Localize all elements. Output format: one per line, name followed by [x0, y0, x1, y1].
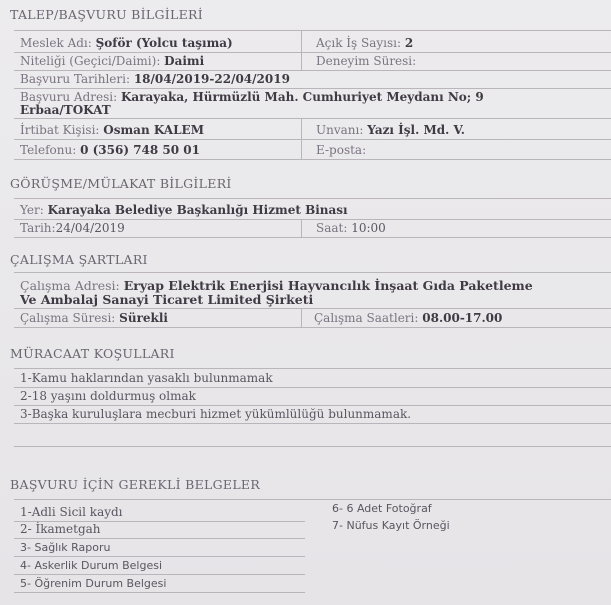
tarih-row: Tarih:24/04/2019	[20, 221, 125, 235]
divider	[14, 118, 611, 119]
section-title-calisma: ÇALIŞMA ŞARTLARI	[10, 252, 148, 267]
divider	[14, 556, 305, 557]
divider	[14, 592, 305, 593]
unvan-row: Unvanı: Yazı İşl. Md. V.	[316, 123, 465, 137]
divider	[14, 308, 611, 309]
section-title-talep: TALEP/BAŞVURU BİLGİLERİ	[10, 7, 204, 22]
muracaat-item: 3-Başka kuruluşlara mecburi hizmet yükümlülüğü bulunmamak.	[20, 407, 412, 421]
basvuru-adres-row: Başvuru Adresi: Karayaka, Hürmüzlü Mah. Cumhuriyet Meydanı No; 9	[20, 90, 484, 104]
calisma-adres-row: Çalışma Adresi: Eryap Elektrik Enerjisi Hayvancılık İnşaat Gıda Paketleme	[20, 278, 533, 293]
muracaat-item: 1-Kamu haklarından yasaklı bulunmamak	[20, 371, 273, 385]
basvuru-tarih-row: Başvuru Tarihleri: 18/04/2019-22/04/2019	[20, 72, 290, 86]
divider	[14, 70, 611, 71]
belge-item: 2- İkametgah	[20, 522, 101, 536]
divider	[14, 538, 305, 539]
saat-row: Saat: 10:00	[316, 221, 386, 235]
section-title-belgeler: BAŞVURU İÇİN GEREKLİ BELGELER	[10, 477, 261, 492]
divider	[14, 52, 611, 53]
calisma-adres-row-2: Ve Ambalaj Sanayi Ticaret Limited Şirketi	[20, 292, 314, 307]
column-divider	[301, 118, 302, 159]
acik-is-row: Açık İş Sayısı: 2	[316, 36, 414, 50]
column-divider	[301, 219, 302, 237]
divider	[14, 139, 611, 140]
divider	[14, 574, 305, 575]
belge-item: 7- Nüfus Kayıt Örneği	[332, 519, 450, 532]
meslek-row: Meslek Adı: Şoför (Yolcu taşıma)	[20, 36, 233, 50]
column-divider	[301, 30, 302, 70]
eposta-row: E-posta:	[316, 143, 367, 157]
divider	[14, 272, 611, 273]
divider	[14, 30, 611, 31]
divider	[14, 198, 611, 199]
divider	[14, 219, 611, 220]
belge-item: 3- Sağlık Raporu	[20, 541, 111, 554]
divider	[14, 387, 611, 388]
irtibat-row: İrtibat Kişisi: Osman KALEM	[20, 123, 204, 137]
divider	[14, 237, 611, 238]
yer-row: Yer: Karayaka Belediye Başkanlığı Hizmet Binası	[20, 203, 348, 217]
basvuru-adres-row-2: Erbaa/TOKAT	[20, 103, 111, 117]
section-title-muracaat: MÜRACAAT KOŞULLARI	[10, 346, 175, 361]
deneyim-row: Deneyim Süresi:	[316, 54, 417, 68]
belge-item: 1-Adli Sicil kaydı	[20, 505, 123, 519]
muracaat-item: 2-18 yaşını doldurmuş olmak	[20, 389, 196, 403]
divider	[14, 499, 611, 500]
belge-item: 5- Öğrenim Durum Belgesi	[20, 577, 167, 590]
divider	[14, 88, 611, 89]
divider	[14, 159, 611, 160]
divider	[14, 446, 611, 447]
calisma-sure-row: Çalışma Süresi: Sürekli	[20, 311, 168, 325]
column-divider	[301, 308, 302, 327]
divider	[14, 368, 611, 369]
divider	[14, 405, 611, 406]
belge-item: 4- Askerlik Durum Belgesi	[20, 559, 163, 572]
telefon-row: Telefonu: 0 (356) 748 50 01	[20, 143, 201, 157]
belge-item: 6- 6 Adet Fotoğraf	[332, 502, 432, 515]
niteligi-row: Niteliği (Geçici/Daimi): Daimi	[20, 54, 205, 68]
divider	[14, 423, 611, 424]
divider	[14, 327, 611, 328]
calisma-saat-row: Çalışma Saatleri: 08.00-17.00	[314, 311, 503, 325]
section-title-gorusme: GÖRÜŞME/MÜLAKAT BİLGİLERİ	[10, 176, 232, 191]
